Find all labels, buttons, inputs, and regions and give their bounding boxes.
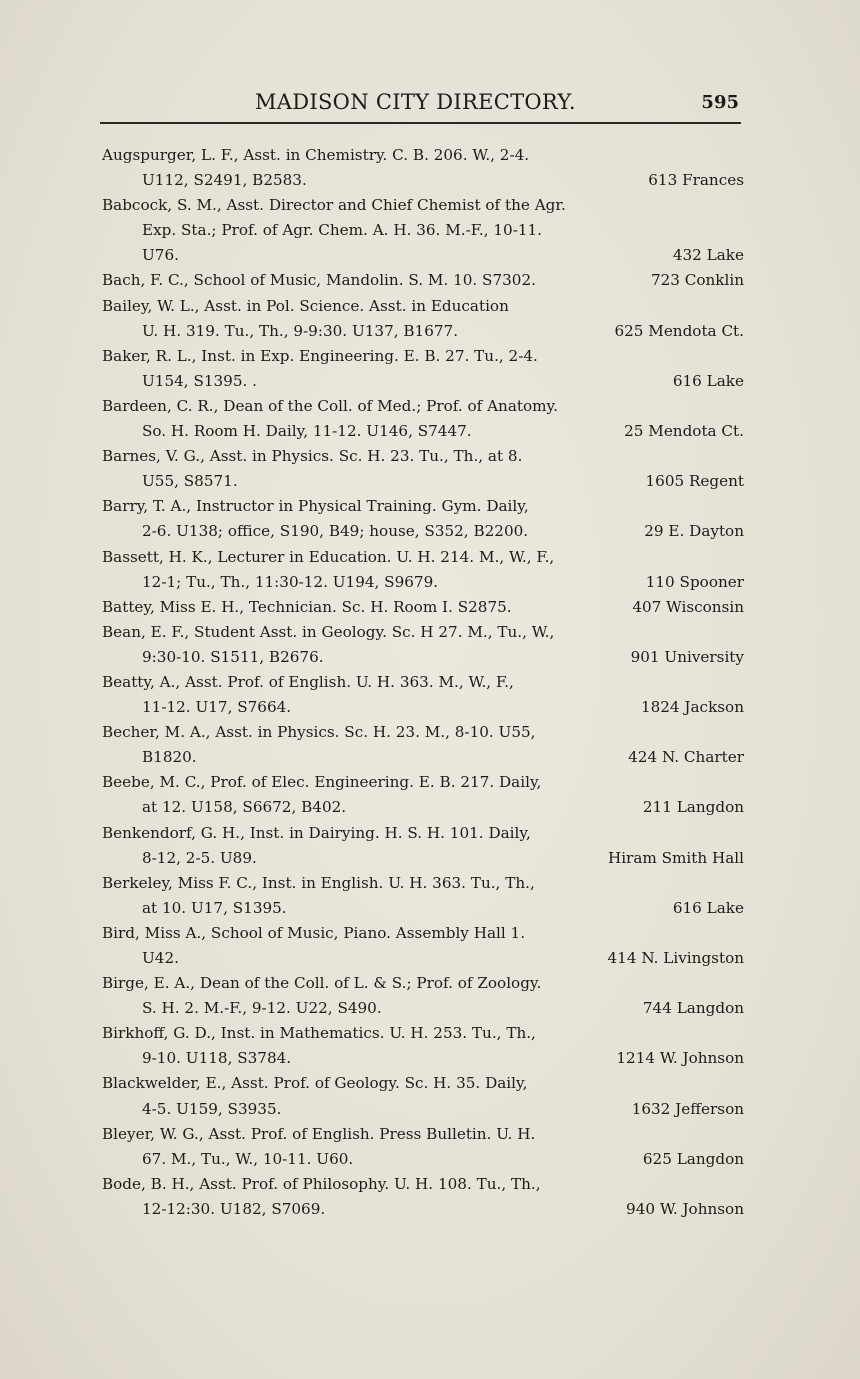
entry-continuation-line xyxy=(102,1097,744,1122)
entry-text: Blackwelder, E., Asst. Prof. of Geology. Sc. H. 35. Daily, xyxy=(102,1074,528,1093)
entry-name-line xyxy=(102,268,744,293)
entry-address: 1824 Jackson xyxy=(640,698,744,717)
page-number: 595 xyxy=(701,92,739,113)
directory-entry xyxy=(102,193,744,268)
entry-address: 1632 Jefferson xyxy=(631,1099,744,1118)
entry-continuation-line xyxy=(102,1046,744,1071)
directory-entry xyxy=(102,1021,744,1071)
entry-text: U55, S8571. xyxy=(142,472,238,491)
directory-entry xyxy=(102,620,744,670)
entry-text: Bird, Miss A., School of Music, Piano. Assembly Hall 1. xyxy=(102,923,526,942)
entry-text: Bleyer, W. G., Asst. Prof. of English. Press Bulletin. U. H. xyxy=(102,1124,536,1143)
entry-continuation-line xyxy=(102,896,744,921)
entry-text: U154, S1395. . xyxy=(142,371,257,390)
entry-continuation-line xyxy=(102,996,744,1021)
entry-text: 11-12. U17, S7664. xyxy=(142,698,292,717)
entry-address: 424 N. Charter xyxy=(628,748,744,767)
directory-entry xyxy=(102,921,744,971)
entry-continuation-line xyxy=(102,1197,744,1222)
entry-text: Barnes, V. G., Asst. in Physics. Sc. H. 23. Tu., Th., at 8. xyxy=(102,447,523,466)
entry-text: at 10. U17, S1395. xyxy=(142,898,287,917)
entry-continuation-line xyxy=(102,695,744,720)
entry-continuation-line xyxy=(102,570,744,595)
entry-address: 211 Langdon xyxy=(642,798,744,817)
entry-address: 940 W. Johnson xyxy=(626,1199,744,1218)
directory-entry xyxy=(102,720,744,770)
entry-address: 723 Conklin xyxy=(650,271,744,290)
entry-name-line xyxy=(102,670,744,695)
entry-name-line xyxy=(102,344,744,369)
entry-address: 625 Mendota Ct. xyxy=(614,321,744,340)
entry-name-line xyxy=(102,193,744,218)
entry-text: Barry, T. A., Instructor in Physical Training. Gym. Daily, xyxy=(102,497,529,516)
entry-text: Becher, M. A., Asst. in Physics. Sc. H. 23. M., 8-10. U55, xyxy=(102,723,536,742)
entry-text: 12-12:30. U182, S7069. xyxy=(142,1199,326,1218)
entry-text: Beatty, A., Asst. Prof. of English. U. H. 363. M., W., F., xyxy=(102,672,514,691)
entry-text: Battey, Miss E. H., Technician. Sc. H. Room I. S2875. xyxy=(102,597,512,616)
directory-entry xyxy=(102,294,744,344)
directory-entry xyxy=(102,670,744,720)
entry-text: U76. xyxy=(142,246,179,265)
directory-entry xyxy=(102,595,744,620)
entry-text: U. H. 319. Tu., Th., 9-9:30. U137, B1677. xyxy=(142,321,459,340)
entry-continuation-line xyxy=(102,168,744,193)
entry-text: Bailey, W. L., Asst. in Pol. Science. Asst. in Education xyxy=(102,296,509,315)
entry-name-line xyxy=(102,720,744,745)
entry-text: S. H. 2. M.-F., 9-12. U22, S490. xyxy=(142,999,382,1018)
entry-text: 67. M., Tu., W., 10-11. U60. xyxy=(142,1149,354,1168)
directory-entry xyxy=(102,971,744,1021)
entry-continuation-line xyxy=(102,519,744,544)
entry-text: Berkeley, Miss F. C., Inst. in English. U. H. 363. Tu., Th., xyxy=(102,873,535,892)
entry-name-line xyxy=(102,821,744,846)
directory-entry xyxy=(102,444,744,494)
entry-address: 616 Lake xyxy=(672,898,744,917)
entry-text: Bach, F. C., School of Music, Mandolin. S. M. 10. S7302. xyxy=(102,271,536,290)
entry-address: 414 N. Livingston xyxy=(607,949,744,967)
directory-entry xyxy=(102,821,744,871)
entry-name-line xyxy=(102,143,744,168)
entry-text: 9-10. U118, S3784. xyxy=(142,1049,292,1068)
entry-continuation-line xyxy=(102,745,744,770)
entry-address: 407 Wisconsin xyxy=(632,597,744,616)
directory-entry xyxy=(102,871,744,921)
entry-address: 432 Lake xyxy=(672,246,744,265)
entry-text: 4-5. U159, S3935. xyxy=(142,1099,282,1118)
entry-name-line xyxy=(102,770,744,795)
entry-name-line xyxy=(102,871,744,896)
directory-entry xyxy=(102,770,744,820)
entry-continuation-line xyxy=(102,946,744,971)
directory-entry xyxy=(102,1172,744,1222)
entry-text: Bean, E. F., Student Asst. in Geology. Sc. H 27. M., Tu., W., xyxy=(102,622,555,641)
entry-address: 625 Langdon xyxy=(642,1149,744,1168)
directory-entry xyxy=(102,394,744,444)
entry-text: Exp. Sta.; Prof. of Agr. Chem. A. H. 36. M.-F., 10-11. xyxy=(142,221,542,240)
entry-name-line xyxy=(102,620,744,645)
entry-address: 25 Mendota Ct. xyxy=(624,422,744,441)
entry-name-line xyxy=(102,595,744,620)
directory-entry xyxy=(102,494,744,544)
entry-continuation-line xyxy=(102,243,744,268)
entry-text: B1820. xyxy=(142,748,197,767)
entry-address: 110 Spooner xyxy=(645,572,744,591)
entry-text: at 12. U158, S6672, B402. xyxy=(142,798,347,817)
entry-text: Bassett, H. K., Lecturer in Education. U. H. 214. M., W., F., xyxy=(102,547,555,566)
header-rule xyxy=(100,122,741,124)
entry-name-line xyxy=(102,1122,744,1147)
entry-address: 29 E. Dayton xyxy=(644,522,744,541)
entry-continuation-line xyxy=(102,645,744,670)
directory-entry xyxy=(102,143,744,193)
directory-entries xyxy=(102,143,744,1222)
entry-text: 2-6. U138; office, S190, B49; house, S352, B2200. xyxy=(142,522,529,541)
entry-continuation-line xyxy=(102,1147,744,1172)
entry-address: 613 Frances xyxy=(648,171,744,190)
entry-address: Hiram Smith Hall xyxy=(607,848,744,867)
entry-address: 616 Lake xyxy=(672,371,744,390)
entry-continuation-line xyxy=(102,795,744,820)
entry-text: Bardeen, C. R., Dean of the Coll. of Med.; Prof. of Anatomy. xyxy=(102,396,558,415)
directory-entry xyxy=(102,1071,744,1121)
directory-entry xyxy=(102,545,744,595)
entry-continuation-line xyxy=(102,319,744,344)
entry-name-line xyxy=(102,294,744,319)
entry-continuation-line xyxy=(102,419,744,444)
entry-name-line xyxy=(102,494,744,519)
entry-name-line xyxy=(102,444,744,469)
entry-text: Babcock, S. M., Asst. Director and Chief Chemist of the Agr. xyxy=(102,196,566,215)
entry-text: Birge, E. A., Dean of the Coll. of L. & S.; Prof. of Zoology. xyxy=(102,974,542,993)
entry-text: Birkhoff, G. D., Inst. in Mathematics. U. H. 253. Tu., Th., xyxy=(102,1024,536,1043)
entry-name-line xyxy=(102,971,744,996)
entry-continuation-line xyxy=(102,469,744,494)
entry-name-line xyxy=(102,1071,744,1096)
entry-text: 12-1; Tu., Th., 11:30-12. U194, S9679. xyxy=(142,572,439,591)
entry-address: 744 Langdon xyxy=(642,999,744,1018)
entry-text: Beebe, M. C., Prof. of Elec. Engineering. E. B. 217. Daily, xyxy=(102,773,542,792)
entry-text: So. H. Room H. Daily, 11-12. U146, S7447. xyxy=(142,422,472,441)
entry-continuation-line xyxy=(102,846,744,871)
entry-name-line xyxy=(102,1172,744,1197)
entry-continuation-line xyxy=(102,369,744,394)
entry-text: Benkendorf, G. H., Inst. in Dairying. H. S. H. 101. Daily, xyxy=(102,823,531,842)
entry-name-line xyxy=(102,394,744,419)
entry-continuation-line xyxy=(102,218,744,243)
entry-address: 1214 W. Johnson xyxy=(616,1049,744,1068)
entry-text: 8-12, 2-5. U89. xyxy=(142,848,257,867)
entry-name-line xyxy=(102,545,744,570)
directory-entry xyxy=(102,344,744,394)
entry-text: U42. xyxy=(142,949,179,967)
entry-text: Augspurger, L. F., Asst. in Chemistry. C. B. 206. W., 2-4. xyxy=(102,146,530,164)
entry-text: Baker, R. L., Inst. in Exp. Engineering. E. B. 27. Tu., 2-4. xyxy=(102,346,538,365)
entry-text: 9:30-10. S1511, B2676. xyxy=(142,647,324,666)
entry-name-line xyxy=(102,1021,744,1046)
entry-address: 1605 Regent xyxy=(645,472,744,491)
page-header xyxy=(100,88,745,124)
directory-entry xyxy=(102,1122,744,1172)
running-title: MADISON CITY DIRECTORY. xyxy=(255,90,576,114)
entry-name-line xyxy=(102,921,744,946)
entry-address: 901 University xyxy=(630,647,744,666)
entry-text: U112, S2491, B2583. xyxy=(142,171,307,190)
directory-entry xyxy=(102,268,744,293)
entry-text: Bode, B. H., Asst. Prof. of Philosophy. U. H. 108. Tu., Th., xyxy=(102,1174,541,1193)
